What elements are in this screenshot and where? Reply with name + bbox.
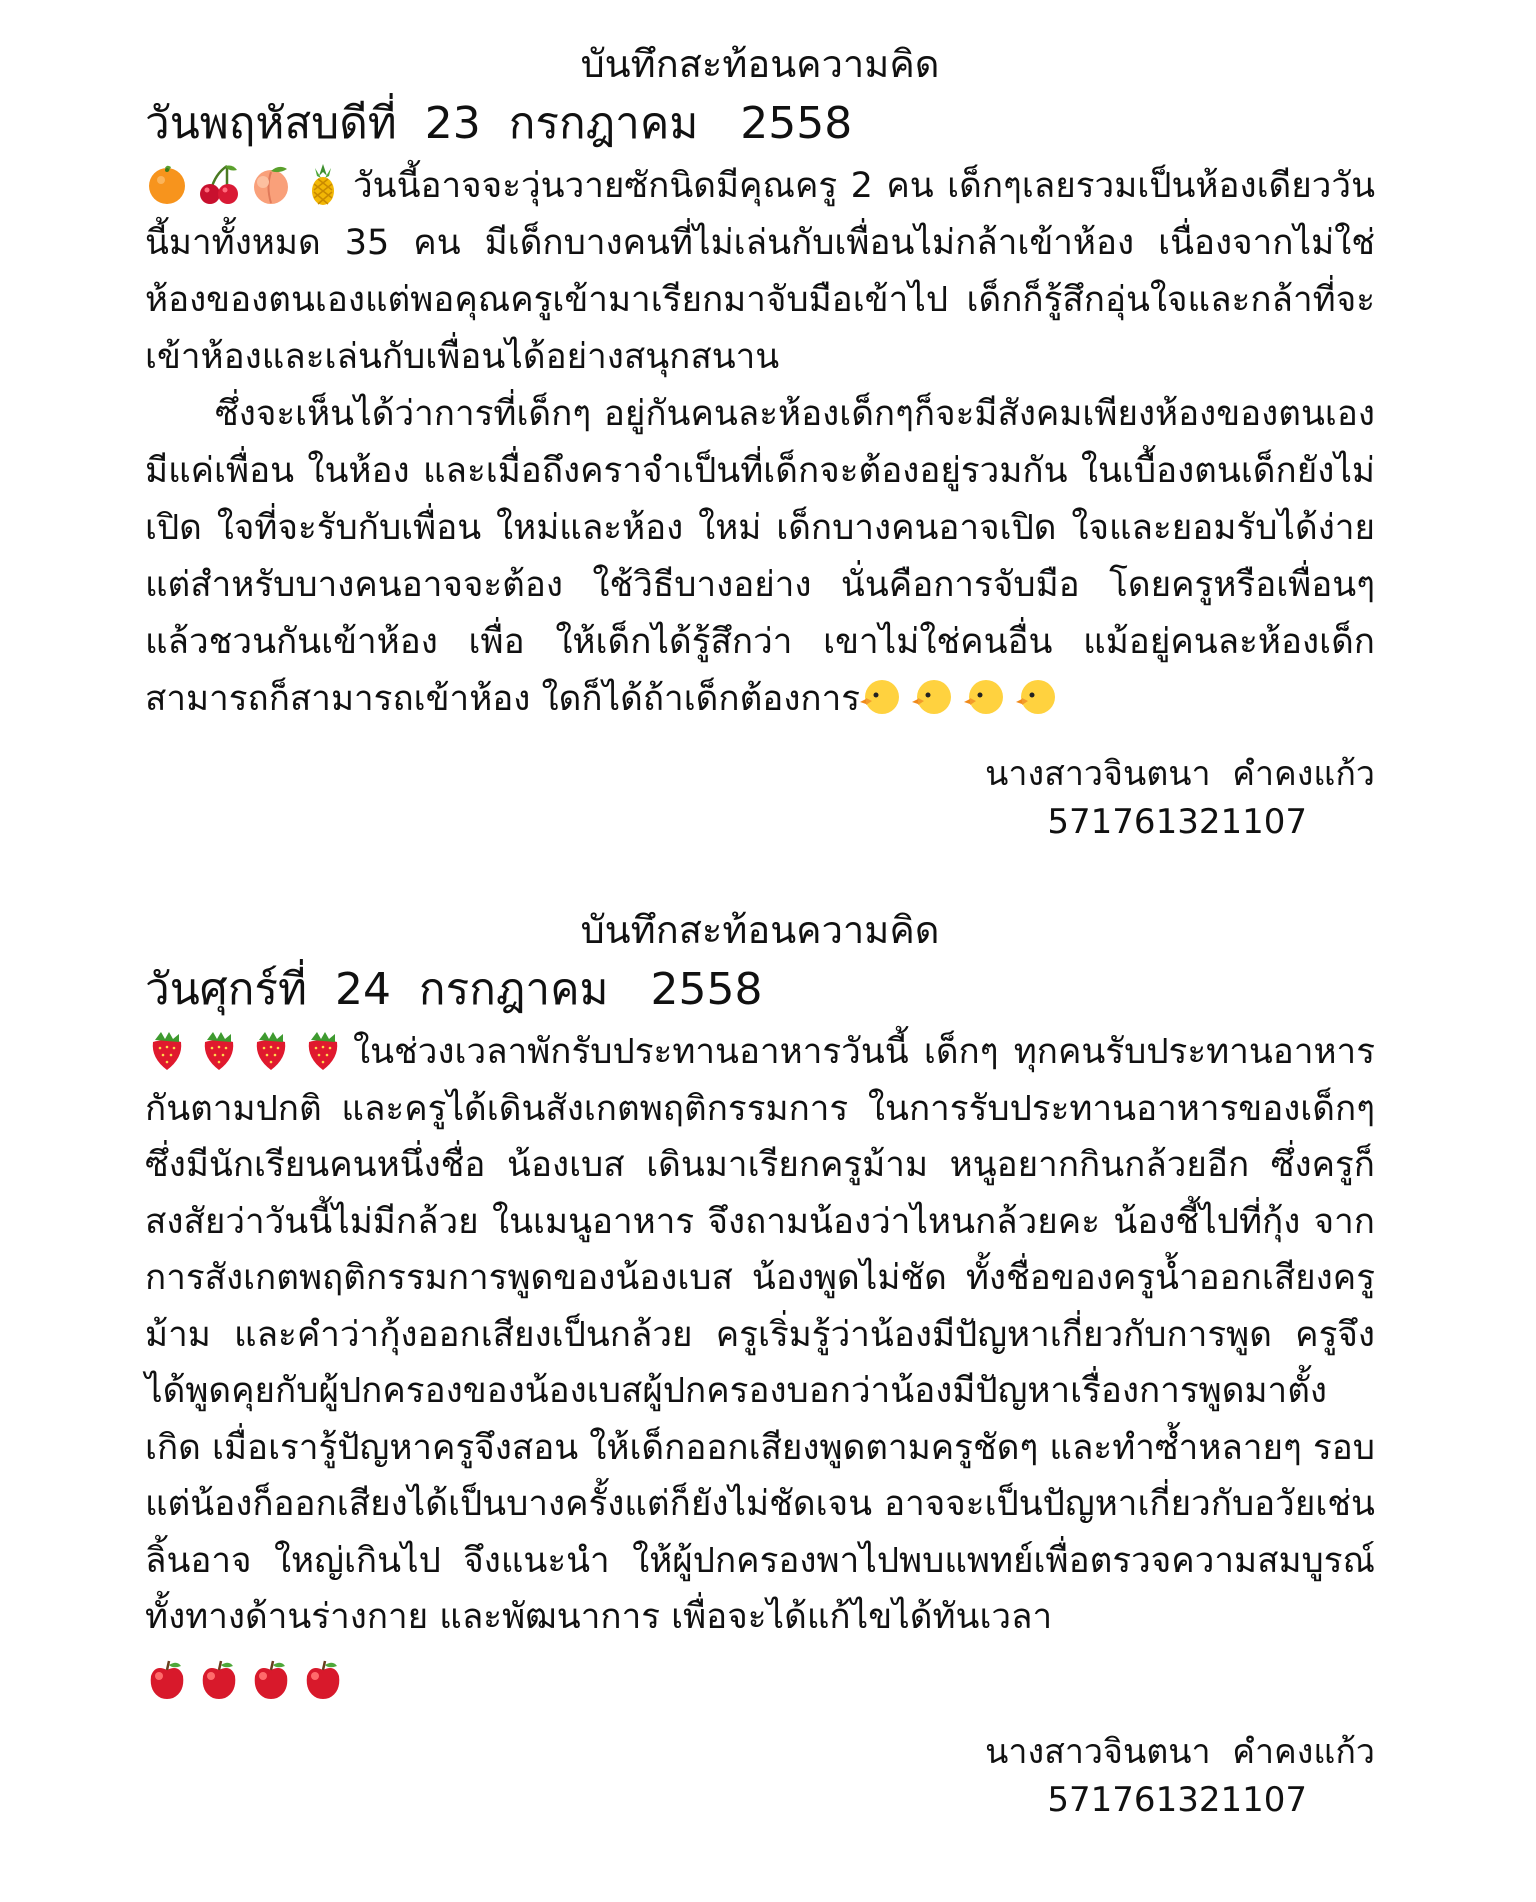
pineapple-icon: [301, 162, 345, 206]
cherries-icon: [197, 162, 241, 206]
red-apple-icon: [197, 1658, 241, 1702]
signature-block: [145, 750, 1375, 846]
paragraph-text: ซึ่งจะเห็นได้ว่าการที่เด็กๆ อยู่กันคนละห้องเด็กๆก็จะมีสังคมเพียงห้องของตนเอง มีแค่เพื่อน ในห้อง และเมื่อถึงคราจำเป็นที่เด็กจะต้องอยู่รวมกัน ในเบื้องตนเด็กยังไม่เปิด ใจที่จะรับกับเพื่อน ใหม่และห้อง ใหม่ เด็กบางคนอาจเปิด ใจและยอมรับได้ง่าย แต่สำหรับบางคนอาจจะต้อง ใช้วิธีบางอย่าง นั่นคือการจับมือ โดยครูหรือเพื่อนๆแล้วชวนกันเข้าห้อง เพื่อ ให้เด็กได้รู้สึกว่า เขาไม่ใช่คนอื่น แม้อยู่คนละห้องเด็กสามารถก็สามารถเข้าห้อง ใดก็ได้ถ้าเด็กต้องการ: [145, 394, 1375, 719]
strawberry-icon: [249, 1028, 293, 1072]
peach-icon: [249, 162, 293, 206]
strawberry-icon: [145, 1028, 189, 1072]
hatching-chick-icon: [860, 675, 904, 719]
signature-block: [145, 1728, 1375, 1824]
paragraph-text: ในช่วงเวลาพักรับประทานอาหารวันนี้ เด็กๆ ทุกคนรับประทานอาหารกันตามปกติ และครูได้เดินสังเกตพฤติกรรมการ ในการรับประทานอาหารของเด็กๆ ซึ่งมีนักเรียนคนหนึ่งชื่อ น้องเบส เดินมาเรียกครูม้าม หนูอยากกินกล้วยอีก ซึ่งครูก็สงสัยว่าวันนี้ไม่มีกล้วย ในเมนูอาหาร จึงถามน้องว่าไหนกล้วยคะ น้องชี้ไปที่กุ้ง จากการสังเกตพฤติกรรมการพูดของน้องเบส น้องพูดไม่ชัด ทั้งชื่อของครูน้ำออกเสียงครูม้าม และคำว่ากุ้งออกเสียงเป็นกล้วย ครูเริ่มรู้ว่าน้องมีปัญหาเกี่ยวกับการพูด ครูจึงได้พูดคุยกับผู้ปกครองของน้องเบสผู้ปกครองบอกว่าน้องมีปัญหาเรื่องการพูดมาตั้งเกิด เมื่อเรารู้ปัญหาครูจึงสอน ให้เด็กออกเสียงพูดตามครูชัดๆ และทำซ้ำหลายๆ รอบแต่น้องก็ออกเสียงได้เป็นบางครั้งแต่ก็ยังไม่ชัดเจน อาจจะเป็นปัญหาเกี่ยวกับอวัยเช่นลิ้นอาจ ใหญ่เกินไป จึงแนะนำ ให้ผู้ปกครองพาไปพบแพทย์เพื่อตรวจความสมบูรณ์ทั้งทางด้านร่างกาย และพัฒนาการ เพื่อจะได้แก้ไขได้ทันเวลา: [145, 1032, 1375, 1637]
hatching-chick-icon: [1016, 675, 1060, 719]
body-paragraph-1: [145, 1024, 1375, 1646]
reflection-entry-1: [145, 38, 1375, 846]
signature-name: นางสาวจินตนา คำคงแก้ว: [985, 754, 1375, 794]
red-apple-icon: [249, 1658, 293, 1702]
apple-emoji-row: [145, 1654, 1375, 1706]
strawberry-icon: [301, 1028, 345, 1072]
body-paragraph-2: [145, 386, 1375, 728]
entry-date: วันพฤหัสบดีที่ 23 กรกฎาคม 2558: [145, 98, 853, 149]
paragraph-text: วันนี้อาจจะวุ่นวายซักนิดมีคุณครู 2 คน เด็กๆเลยรวมเป็นห้องเดียววันนี้มาทั้งหมด 35 คน มีเด็กบางคนที่ไม่เล่นกับเพื่อนไม่กล้าเข้าห้อง เนื่องจากไม่ใช่ห้องของตนเองแต่พอคุณครูเข้ามาเรียกมาจับมือเข้าไป เด็กก็รู้สึกอุ่นใจและกล้าที่จะเข้าห้องและเล่นกับเพื่อนได้อย่างสนุกสนาน: [145, 166, 1375, 377]
entry-title: บันทึกสะท้อนความคิด: [580, 42, 940, 86]
red-apple-icon: [301, 1658, 345, 1702]
orange-icon: [145, 162, 189, 206]
red-apple-icon: [145, 1658, 189, 1702]
entry-date: วันศุกร์ที่ 24 กรกฎาคม 2558: [145, 964, 763, 1015]
signature-name: นางสาวจินตนา คำคงแก้ว: [985, 1731, 1375, 1772]
student-id: 571761321107: [1047, 1779, 1307, 1820]
strawberry-icon: [197, 1028, 241, 1072]
student-id: 571761321107: [1047, 802, 1307, 842]
hatching-chick-icon: [964, 675, 1008, 719]
entry-title: บันทึกสะท้อนความคิด: [580, 908, 940, 952]
reflection-entry-2: [145, 904, 1375, 1824]
entry-body: [145, 1024, 1375, 1706]
hatching-chick-icon: [912, 675, 956, 719]
body-paragraph-1: [145, 158, 1375, 386]
entry-body: [145, 158, 1375, 728]
